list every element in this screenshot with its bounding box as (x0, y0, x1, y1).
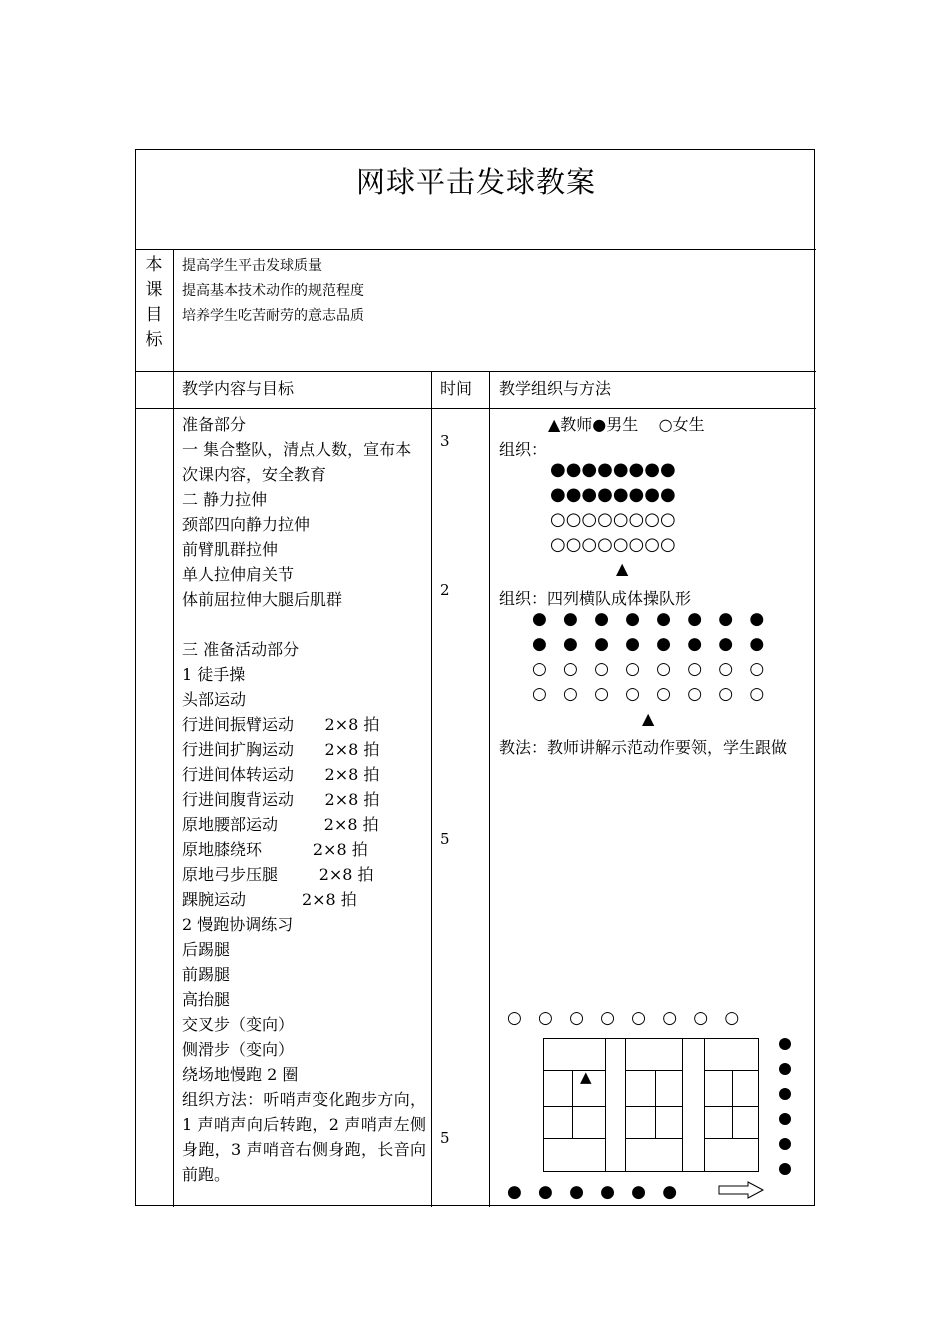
page-title: 网球平击发球教案 (355, 165, 596, 199)
boys-row: ●●●●●●●● (550, 484, 676, 505)
org-label: 组织： (499, 440, 548, 459)
content-line: 次课内容，安全教育 (182, 465, 327, 484)
content-line: 行进间体转运动 2×8 拍 (182, 765, 380, 784)
lesson-plan-table (135, 149, 815, 1206)
girls-row: ○ ○ ○ ○ ○ ○ ○ ○ (532, 659, 765, 679)
boy-dot (779, 1138, 791, 1150)
content-line: 体前屈拉伸大腿后肌群 (182, 590, 343, 609)
header-method: 教学组织与方法 (499, 379, 612, 398)
col-divider (173, 249, 174, 1207)
content-line: 前臂肌群拉伸 (182, 540, 279, 559)
teacher-marker: ▲ (642, 709, 655, 728)
content-line: 原地膝绕环 2×8 拍 (182, 840, 368, 859)
boy-dot (779, 1113, 791, 1125)
content-line: 踝腕运动 2×8 拍 (182, 890, 357, 909)
content-line: 后踢腿 (182, 940, 231, 959)
goal-item: 提高基本技术动作的规范程度 (182, 283, 364, 299)
content-line: 颈部四向静力拉伸 (182, 515, 311, 534)
boy-dot (779, 1038, 791, 1050)
content-line: 二 静力拉伸 (182, 490, 268, 509)
time-value: 5 (440, 830, 450, 848)
girls-row: ○ ○ ○ ○ ○ ○ ○ ○ (532, 684, 765, 704)
method-text: 教法：教师讲解示范动作要领，学生跟做 (499, 738, 788, 757)
boys-row: ●●●●●●●● (550, 459, 676, 480)
court-outline (544, 1039, 759, 1172)
content-line: 交叉步（变向） (182, 1015, 295, 1034)
content-line: 三 准备活动部分 (182, 640, 300, 659)
organization-method-paragraph: 组织方法：听哨声变化跑步方向，1 声哨声向后转跑，2 声哨声左侧身跑，3 声哨音右侧身跑，长音向前跑。 (182, 1090, 426, 1184)
boys-row: ● ● ● ● ● ● (507, 1182, 678, 1202)
boy-dot (779, 1088, 791, 1100)
goals-label: 本 课 目 标 (145, 255, 163, 350)
content-line (182, 612, 426, 637)
content-line: 准备部分 (182, 415, 247, 434)
goal-item: 培养学生吃苦耐劳的意志品质 (182, 308, 364, 324)
content-line: 前踢腿 (182, 965, 231, 984)
content-line: 高抬腿 (182, 990, 231, 1009)
content-line: 行进间腹背运动 2×8 拍 (182, 790, 380, 809)
content-line: 行进间振臂运动 2×8 拍 (182, 715, 380, 734)
content-line: 行进间扩胸运动 2×8 拍 (182, 740, 380, 759)
tennis-court-diagram (541, 1036, 761, 1176)
goals-list (182, 254, 364, 329)
girls-row: ○○○○○○○○ (550, 534, 676, 555)
content-line: 1 徒手操 (182, 665, 246, 684)
row-divider (136, 371, 816, 372)
org-label-2: 组织：四列横队成体操队形 (499, 589, 692, 608)
content-line: 头部运动 (182, 690, 247, 709)
col-divider (431, 371, 432, 1207)
content-column (182, 412, 426, 1187)
time-value: 2 (440, 581, 450, 599)
header-content: 教学内容与目标 (182, 379, 295, 398)
boy-dot (779, 1163, 791, 1175)
content-line: 侧滑步（变向） (182, 1040, 295, 1059)
content-line: 单人拉伸肩关节 (182, 565, 295, 584)
content-line: 绕场地慢跑 2 圈 (182, 1065, 299, 1084)
girls-row: ○○○○○○○○ (550, 509, 676, 530)
content-line: 原地弓步压腿 2×8 拍 (182, 865, 374, 884)
row-divider (136, 249, 816, 250)
time-value: 5 (440, 1129, 450, 1147)
girls-row: ○ ○ ○ ○ ○ ○ ○ ○ (507, 1008, 740, 1028)
legend: ▲教师●男生 ○女生 (548, 415, 705, 434)
teacher-marker: ▲ (616, 559, 629, 578)
content-line: 一 集合整队，清点人数，宣布本 (182, 440, 412, 459)
header-time: 时间 (440, 379, 473, 398)
boys-row: ● ● ● ● ● ● ● ● (532, 609, 765, 629)
content-line: 原地腰部运动 2×8 拍 (182, 815, 379, 834)
col-divider (489, 371, 490, 1207)
right-arrow-icon (718, 1180, 766, 1200)
time-value: 3 (440, 432, 450, 450)
content-line: 2 慢跑协调练习 (182, 915, 294, 934)
boys-column (776, 1036, 796, 1176)
boys-row: ● ● ● ● ● ● ● ● (532, 634, 765, 654)
boy-dot (779, 1063, 791, 1075)
teacher-marker: ▲ (580, 1068, 592, 1086)
row-divider (136, 408, 816, 409)
goal-item: 提高学生平击发球质量 (182, 258, 322, 274)
